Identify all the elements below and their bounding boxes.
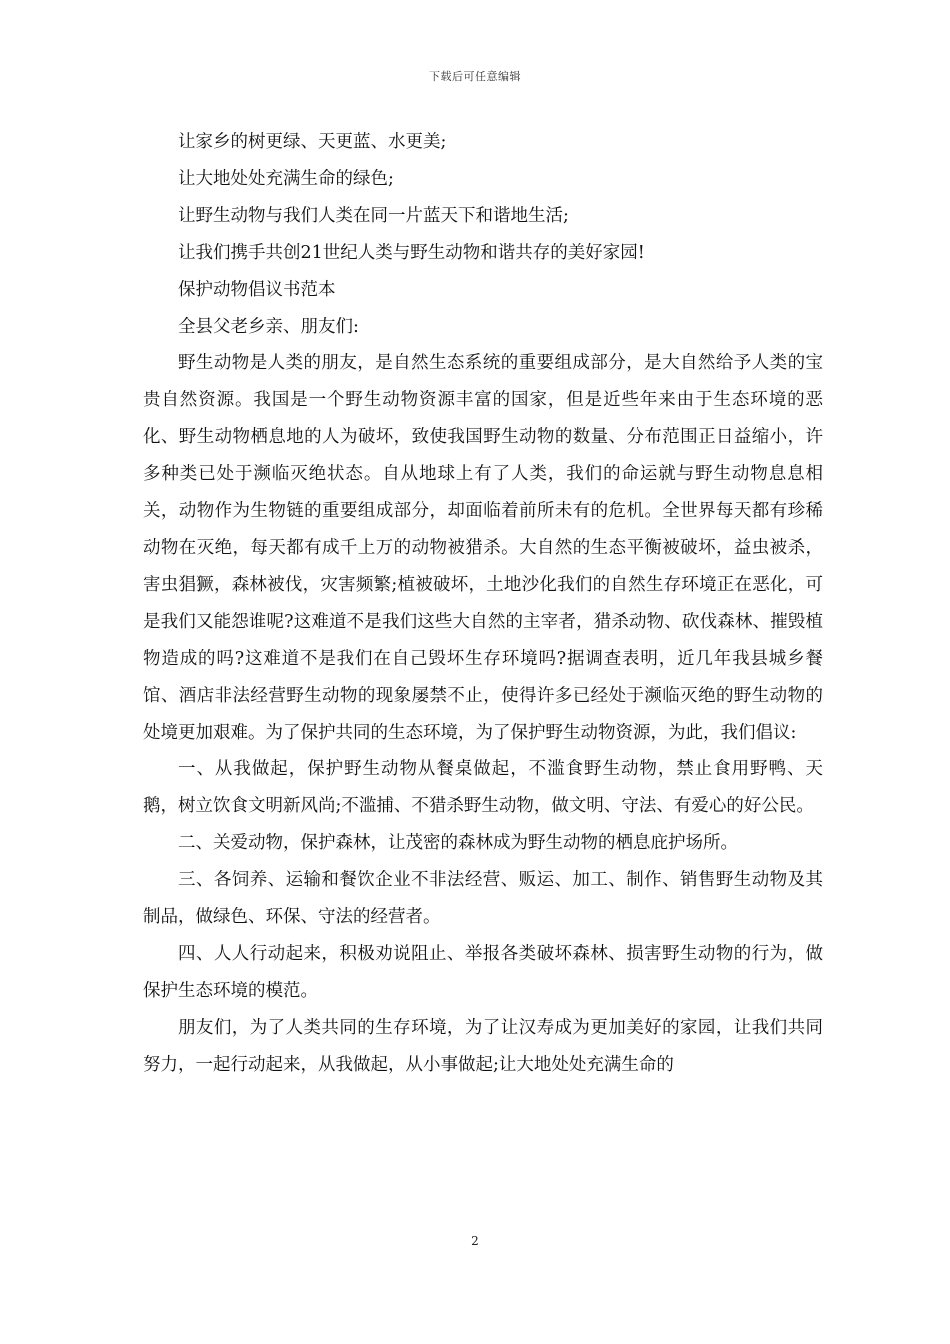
proposal-item: 二、关爱动物，保护森林，让茂密的森林成为野生动物的栖息庇护场所。 <box>178 833 738 854</box>
proposal-item: 四、人人行动起来，积极劝说阻止、举报各类破坏森林、损害野生动物的行为，做保护生态环境的模范。 <box>143 943 823 1001</box>
salutation: 全县父老乡亲、朋友们: <box>178 316 359 337</box>
paragraph: 让野生动物与我们人类在同一片蓝天下和谐地生活; <box>178 205 569 226</box>
paragraph: 让大地处处充满生命的绿色; <box>178 168 394 189</box>
paragraph: 野生动物是人类的朋友，是自然生态系统的重要组成部分，是大自然给予人类的宝贵自然资源。我国是一个野生动物资源丰富的国家，但是近些年来由于生态环境的恶化、野生动物栖息地的人为破坏，致使我国野生动物的数量、分布范围正日益缩小，许多种类已处于濒临灭绝状态。自从地球上有了人类，我们的命运就与野生动物息息相关，动物作为生物链的重要组成部分，却面临着前所未有的危机。全世界每天都有珍稀动物在灭绝，每天都有成千上万的动物被猎杀。大自然的生态平衡被破坏，益虫被杀，害虫猖獗，森林被伐，灾害频繁;植被破坏，土地沙化我们的自然生存环境正在恶化，可是我们又能怨谁呢?这难道不是我们这些大自然的主宰者，猎杀动物、砍伐森林、摧毁植物造成的吗?这难道不是我们在自己毁坏生存环境吗?据调查表明，近几年我县城乡餐馆、酒店非法经营野生动物的现象屡禁不止，使得许多已经处于濒临灭绝的野生动物的处境更加艰难。为了保护共同的生态环境，为了保护野生动物资源，为此，我们倡议: <box>143 353 823 743</box>
paragraph: 让我们携手共创21世纪人类与野生动物和谐共存的美好家园! <box>178 242 645 263</box>
proposal-item: 一、从我做起，保护野生动物从餐桌做起，不滥食野生动物，禁止食用野鸭、天鹅，树立饮食文明新风尚;不滥捕、不猎杀野生动物，做文明、守法、有爱心的好公民。 <box>143 759 823 817</box>
document-body <box>143 124 823 1084</box>
proposal-item: 三、各饲养、运输和餐饮企业不非法经营、贩运、加工、制作、销售野生动物及其制品，做绿色、环保、守法的经营者。 <box>143 870 823 928</box>
paragraph: 朋友们，为了人类共同的生存环境，为了让汉寿成为更加美好的家园，让我们共同努力，一起行动起来，从我做起，从小事做起;让大地处处充满生命的 <box>143 1017 823 1075</box>
paragraph: 让家乡的树更绿、天更蓝、水更美; <box>178 132 447 152</box>
section-title: 保护动物倡议书范本 <box>178 279 336 300</box>
page-header: 下载后可任意编辑 <box>429 70 521 83</box>
page-number: 2 <box>471 1234 479 1248</box>
